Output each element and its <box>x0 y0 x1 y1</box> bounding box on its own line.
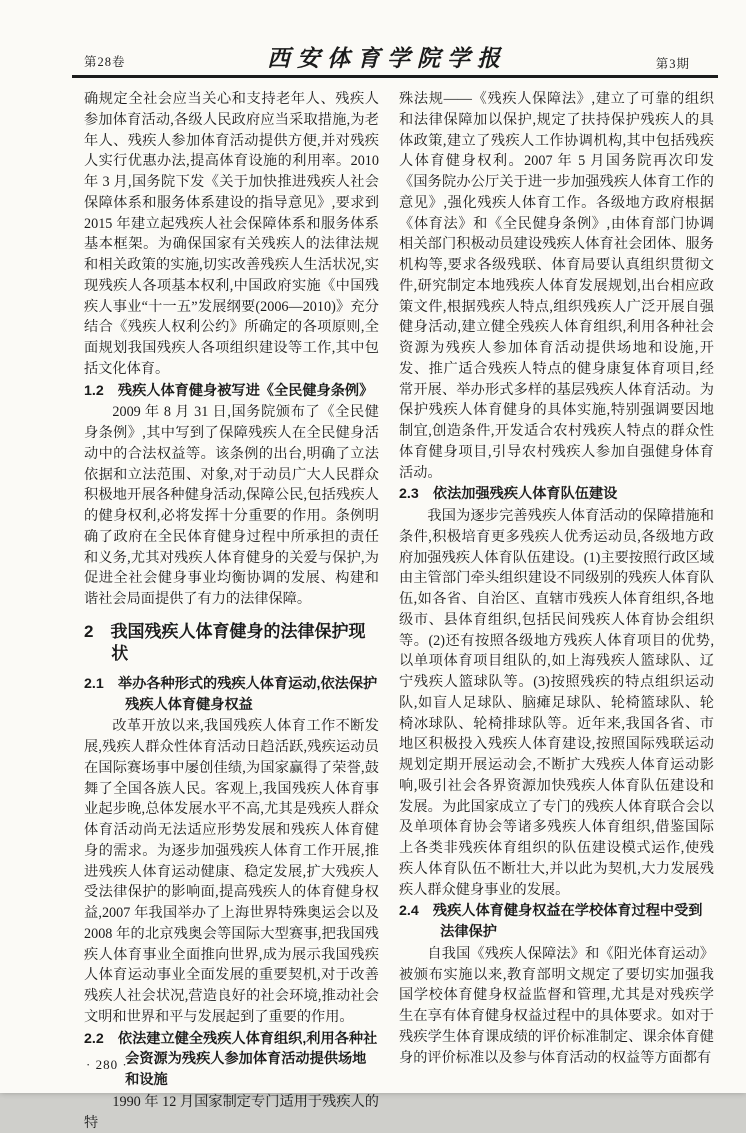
paragraph-2-2-body-continued: 殊法规——《残疾人保障法》,建立了可靠的组织和法律保障加以保护,规定了扶持保护残疾人的具体政策,建立了残疾人工作协调机构,其中包括残疾人体育健身权利。2007 年 5 月国务院再次印发《国务院办公厅关于进一步加强残疾人体育工作的意见》,强化残疾人体育工作。各级地方政府根据《体育法》和《全民健身条例》,由体育部门协调相关部门积极动员建设残疾人体育社会团体、服务机构等,要求各级残联、体育局要认真组织贯彻文件,研究制定本地残疾人体育发展规划,出台相应政策文件,根据残疾人特点,组织残疾人广泛开展自强健身活动,建立健全残疾人体育组织,利用各种社会资源为残疾人参加体育活动提供场地和设施,开发、推广适合残疾人特点的健身康复体育项目,经常开展、举办形式多样的基层残疾人体育活动。为保护残疾人体育健身的具体实施,特别强调要因地制宜,创造条件,开发适合农村残疾人特点的群众性体育健身项目,引导农村残疾人参加自强健身体育活动。 <box>399 91 714 481</box>
paragraph-quanmin-jianshen: 2009 年 8 月 31 日,国务院颁布了《全民健身条例》,其中写到了保障残疾人在全民健身活动中的合法权益等。该条例的出台,明确了立法依据和立法范围、对象,对于动员广大人民群众积极地开展各种健身活动,保障公民,包括残疾人的健身权利,必将发挥十分重要的作用。条例明确了政府在全民体育健身过程中所承担的责任和义务,尤其对残疾人体育健身的关爱与保护,为促进全社会健身事业均衡协调的发展、构建和谐社会局面提供了有力的法律保障。 <box>84 404 379 607</box>
running-head <box>84 40 690 72</box>
heading-1-2: 1.2 残疾人体育健身被写进《全民健身条例》 <box>84 382 374 399</box>
issue-label: 第3期 <box>655 57 690 71</box>
right-column <box>399 89 714 1133</box>
heading-2-1: 2.1 举办各种形式的残疾人体育运动,依法保护残疾人体育健身权益 <box>84 675 378 713</box>
paragraph-2-3-body: 我国为逐步完善残疾人体育活动的保障措施和条件,积极培育更多残疾人优秀运动员,各级地方政府加强残疾人体育队伍建设。(1)主要按照行政区域由主管部门牵头组织建设不同级别的残疾人体育队伍,如各省、自治区、直辖市残疾人体育组织,各地级市、县体育组织,包括民间残疾人体育协会组织等。(2)还有按照各级地方残疾人体育项目的优势,以单项体育项目组队的,如上海残疾人篮球队、辽宁残疾人篮球队等。(3)按照残疾的特点组织运动队,如盲人足球队、脑瘫足球队、轮椅篮球队、轮椅冰球队、轮椅排球队等。近年来,我国各省、市地区积极投入残疾人体育建设,按照国际残联运动规划定期开展运动会,不断扩大残疾人体育运动影响,吸引社会各界资源加快残疾人体育队伍建设和发展。为此国家成立了专门的残疾人体育联合会以及单项体育协会等诸多残疾人体育组织,借鉴国际上各类非残疾体育组织的队伍建设模式运作,使残疾人体育队伍不断壮大,并以此为契机,大力发展残疾人群众健身事业的发展。 <box>399 508 714 898</box>
left-column <box>84 89 379 1133</box>
heading-section-2: 2 我国残疾人体育健身的法律保护现状 <box>84 621 366 663</box>
journal-title: 西安体育学院学报 <box>267 46 507 71</box>
paragraph-2-4-body: 自我国《残疾人保障法》和《阳光体育运动》被颁布实施以来,教育部明文规定了要切实加强我国学校体育健身权益监督和管理,尤其是对残疾学生在享有体育健身权益过程中的具体要求。如对于残疾学生体育课成绩的评价标准制定、课余体育健身的评价标准以及参与体育活动的权益等方面都有 <box>399 945 714 1066</box>
paragraph-continuation-intro: 确规定全社会应当关心和支持老年人、残疾人参加体育活动,各级人民政府应当采取措施,为老年人、残疾人参加体育活动提供方便,并对残疾人实行优惠办法,提高体育设施的利用率。2010 年 3 月,国务院下发《关于加快推进残疾人社会保障体系和服务体系建设的指导意见》,要求到 2015 年建立起残疾人社会保障体系和服务体系基本框架。为确保国家有关残疾人的法律法规和相关政策的实施,切实改善残疾人生活状况,实现残疾人各项基本权利,中国政府实施《中国残疾人事业“十一五”发展纲要(2006—2010)》充分结合《残疾人权利公约》所确定的各项原则,全面规划我国残疾人各项组织建设等工作,其中包括文化体育。 <box>84 91 379 377</box>
text-columns <box>84 89 714 1133</box>
heading-2-3: 2.3 依法加强残疾人体育队伍建设 <box>399 486 618 503</box>
header-rule <box>72 75 718 78</box>
heading-2-4: 2.4 残疾人体育健身权益在学校体育过程中受到法律保护 <box>399 903 703 940</box>
paragraph-2-2-body-start: 1990 年 12 月国家制定专门适用于残疾人的特 <box>84 1093 379 1131</box>
page-number: · 280 · <box>86 1057 128 1072</box>
volume-label: 第28卷 <box>84 55 126 69</box>
paragraph-2-1-body: 改革开放以来,我国残疾人体育工作不断发展,残疾人群众性体育活动日趋活跃,残疾运动员在国际赛场事中屡创佳绩,为国家赢得了荣誉,鼓舞了全国各族人民。客观上,我国残疾人体育事业起步晚,总体发展水平不高,尤其是残疾人群众体育活动尚无法适应形势发展和残疾人体育健身的需求。为逐步加强残疾人体育工作开展,推进残疾人体育运动健康、稳定发展,扩大残疾人受法律保护的影响面,提高残疾人的体育健身权益,2007 年我国举办了上海世界特殊奥运会以及 2008 年的北京残奥会等国际大型赛事,把我国残疾人体育事业全面推向世界,成为展示我国残疾人体育运动事业全面发展的重要契机,对于改善残疾人社会状况,营造良好的社会环境,推动社会文明和世界和平与发展起到了重要的作用。 <box>84 718 379 1025</box>
heading-2-2: 2.2 依法建立健全残疾人体育组织,利用各种社会资源为残疾人参加体育活动提供场地和设施 <box>84 1030 378 1088</box>
